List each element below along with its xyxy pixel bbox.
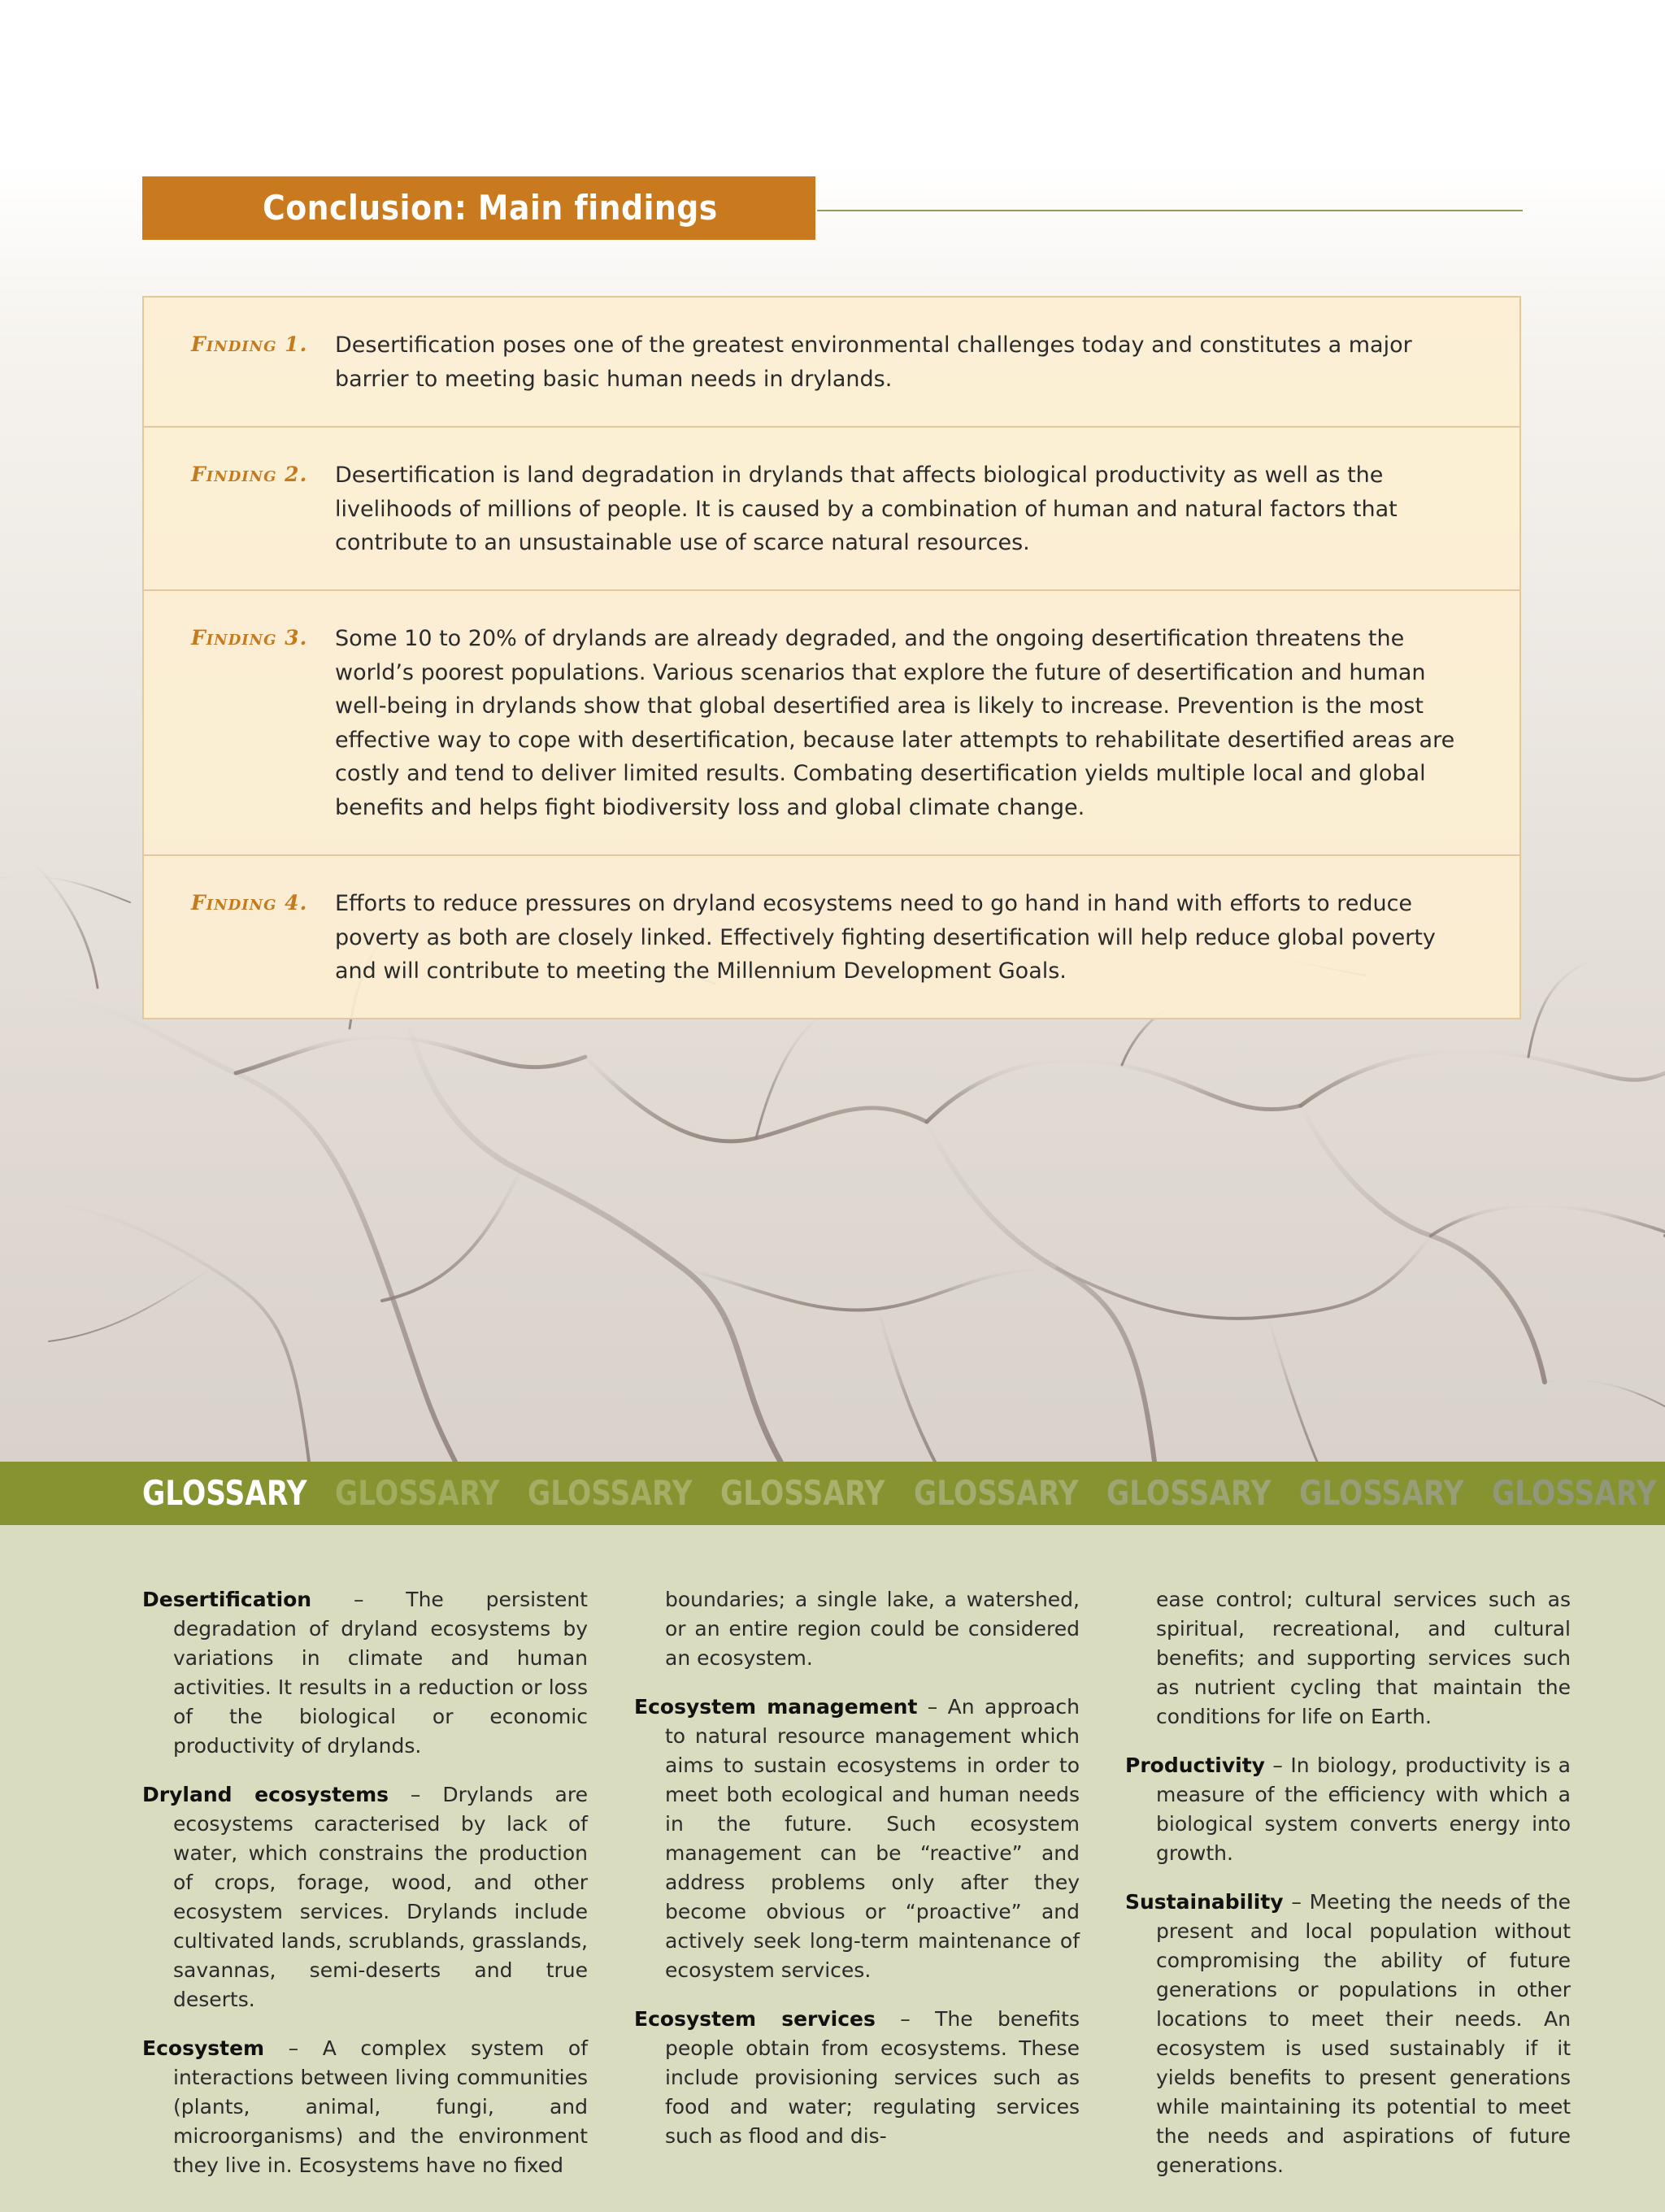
finding-label: Finding 1.: [191, 332, 308, 356]
finding-text: Efforts to reduce pressures on dryland ecosystems need to go hand in hand with efforts to reduce poverty as both are closely linked. Effectively fighting desertification will help reduce global poverty and will contribute to meeting the Millennium Development Goals.: [335, 891, 1436, 984]
finding-text: Some 10 to 20% of drylands are already degraded, and the ongoing desertification threatens the world’s poorest populations. Various scenarios that explore the future of desertification and human well-being in drylands show that global desertified area is likely to increase. Prevention is the most effective way to cope with desertification, because later attempts to rehabilitate desertified areas are costly and tend to deliver limited results. Combating desertification yields multiple local and global benefits and helps fight biodiversity loss and global climate change.: [335, 626, 1455, 820]
finding-4: [144, 856, 1519, 1018]
section-title: Conclusion: Main findings: [263, 188, 718, 228]
glossary-entry-continued: [1125, 1585, 1571, 1732]
glossary-entry: [1125, 1888, 1571, 2180]
glossary-entry: [142, 1780, 588, 2014]
glossary-body: [0, 1525, 1665, 2212]
glossary-heading-echo: GLOSSARY: [1106, 1473, 1272, 1513]
glossary-definition: – Meeting the needs of the present and local population without compromising the ability of future generations or populations in other locations to meet their needs. An ecosystem is used sustainably if it yields benefits to present generations while maintaining its potential to meet the needs and aspirations of future generations.: [1156, 1890, 1571, 2177]
glossary-entry: [634, 2005, 1080, 2151]
glossary-column-3: [1125, 1585, 1571, 2200]
glossary-term: Ecosystem: [142, 2036, 265, 2060]
finding-1: [144, 298, 1519, 428]
glossary-term: Dryland ecosystems: [142, 1783, 389, 1806]
glossary-column-2: [634, 1585, 1080, 2171]
glossary-term: Sustainability: [1125, 1890, 1284, 1914]
findings-box: [142, 296, 1521, 1019]
glossary-heading: GLOSSARY: [142, 1473, 307, 1513]
glossary-definition: – In biology, productivity is a measure of the efficiency with which a biological system converts energy into growth.: [1156, 1754, 1571, 1865]
glossary-entry: [634, 1693, 1080, 1985]
glossary-heading-echo: GLOSSARY: [1299, 1473, 1464, 1513]
glossary-heading-echo: GLOSSARY: [528, 1473, 693, 1513]
finding-3: [144, 591, 1519, 856]
glossary-term: Ecosystem management: [634, 1695, 918, 1719]
glossary-heading-echo: GLOSSARY: [914, 1473, 1079, 1513]
glossary-definition: boundaries; a single lake, a watershed, or an entire region could be considered an ecosystem.: [665, 1588, 1080, 1670]
glossary-term: Productivity: [1125, 1754, 1265, 1777]
glossary-entry-continued: [634, 1585, 1080, 1673]
glossary-entry: [1125, 1751, 1571, 1868]
glossary-heading-echo: GLOSSARY: [335, 1473, 500, 1513]
glossary-definition: – Drylands are ecosystems caracterised by lack of water, which constrains the production of crops, forage, wood, and other ecosystem services. Drylands include cultivated lands, scrublands, grasslands, savannas, semi-deserts and true deserts.: [173, 1783, 588, 2011]
finding-2: [144, 428, 1519, 591]
finding-label: Finding 2.: [191, 463, 308, 486]
finding-label: Finding 4.: [191, 891, 308, 915]
glossary-definition: ease control; cultural services such as spiritual, recreational, and cultural benefits; and supporting services such as nutrient cycling that maintain the conditions for life on Earth.: [1156, 1588, 1571, 1728]
glossary-column-1: [142, 1585, 588, 2200]
glossary-definition: – The benefits people obtain from ecosystems. These include provisioning services such as food and water; regulating services such as flood and dis-: [665, 2007, 1080, 2148]
title-rule: [817, 210, 1523, 211]
glossary-term: Desertification: [142, 1588, 312, 1611]
finding-text: Desertification poses one of the greatest environmental challenges today and constitutes a major barrier to meeting basic human needs in drylands.: [335, 332, 1412, 392]
glossary-term: Ecosystem services: [634, 2007, 876, 2031]
finding-label: Finding 3.: [191, 626, 308, 650]
glossary-band: [0, 1462, 1665, 1525]
glossary-definition: – An approach to natural resource management which aims to sustain ecosystems in order to meet both ecological and human needs in the future. Such ecosystem management can be “reactive” and address problems only after they become obvious or “proactive” and actively seek long-term maintenance of ecosystem services.: [665, 1695, 1080, 1982]
finding-text: Desertification is land degradation in drylands that affects biological productivity as well as the livelihoods of millions of people. It is caused by a combination of human and natural factors that contribute to an unsustainable use of scarce natural resources.: [335, 463, 1398, 555]
glossary-definition: – A complex system of interactions between living communities (plants, animal, fungi, and microorganisms) and the environment they live in. Ecosystems have no fixed: [173, 2036, 588, 2177]
glossary-heading-echo: GLOSSARY: [720, 1473, 885, 1513]
glossary-entry: [142, 1585, 588, 1761]
section-title-bar: [142, 176, 815, 240]
glossary-definition: – The persistent degradation of dryland ecosystems by variations in climate and human activities. It results in a reduction or loss of the biological or economic productivity of drylands.: [173, 1588, 588, 1758]
glossary-heading-echo: GLOSSARY: [1492, 1473, 1657, 1513]
glossary-entry: [142, 2034, 588, 2180]
